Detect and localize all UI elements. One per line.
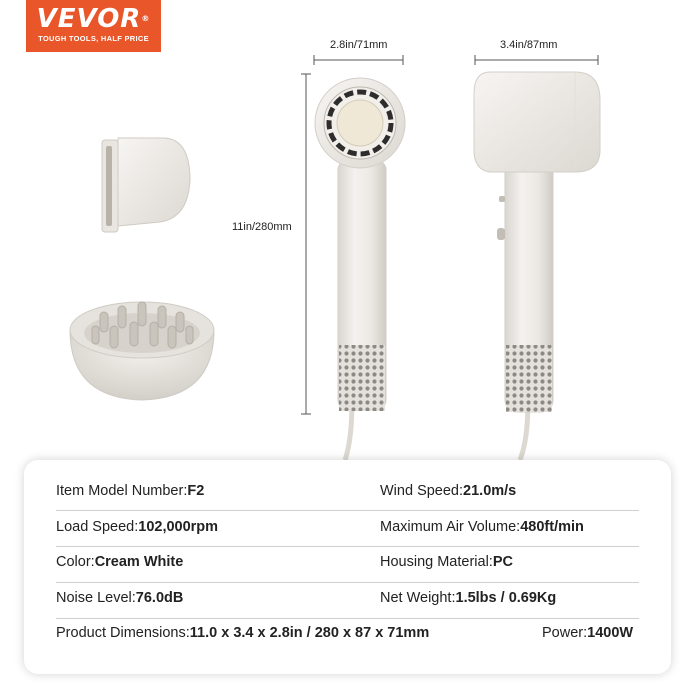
brand-tagline: TOUGH TOOLS, HALF PRICE xyxy=(38,34,149,43)
height-label: 11in/280mm xyxy=(232,221,292,233)
spec-divider xyxy=(56,582,639,583)
spec-wind-speed: Wind Speed:21.0m/s xyxy=(380,483,517,499)
spec-divider xyxy=(56,546,639,547)
hair-dryer-front-view xyxy=(315,78,405,460)
registered-mark: ® xyxy=(141,14,151,23)
spec-power: Power:1400W xyxy=(542,625,634,641)
spec-model-number: Item Model Number:F2 xyxy=(56,483,205,499)
diffuser-attachment xyxy=(70,302,214,400)
spec-divider xyxy=(56,510,639,511)
spec-noise-level: Noise Level:76.0dB xyxy=(56,590,184,606)
front-width-label: 2.8in/71mm xyxy=(330,39,388,51)
spec-max-air-volume: Maximum Air Volume:480ft/min xyxy=(380,519,584,535)
spec-product-dimensions: Product Dimensions:11.0 x 3.4 x 2.8in / 280 x 87 x 71mm xyxy=(56,625,430,641)
hair-dryer-side-view xyxy=(474,72,600,460)
spec-divider xyxy=(56,618,639,619)
specifications-card xyxy=(24,460,671,674)
brand-name: VEVOR xyxy=(36,4,142,34)
spec-net-weight: Net Weight:1.5lbs / 0.69Kg xyxy=(380,590,557,606)
spec-color: Color:Cream White xyxy=(56,554,184,570)
side-width-label: 3.4in/87mm xyxy=(500,39,558,51)
spec-load-speed: Load Speed:102,000rpm xyxy=(56,519,219,535)
concentrator-nozzle xyxy=(102,138,190,232)
spec-housing-material: Housing Material:PC xyxy=(380,554,513,570)
